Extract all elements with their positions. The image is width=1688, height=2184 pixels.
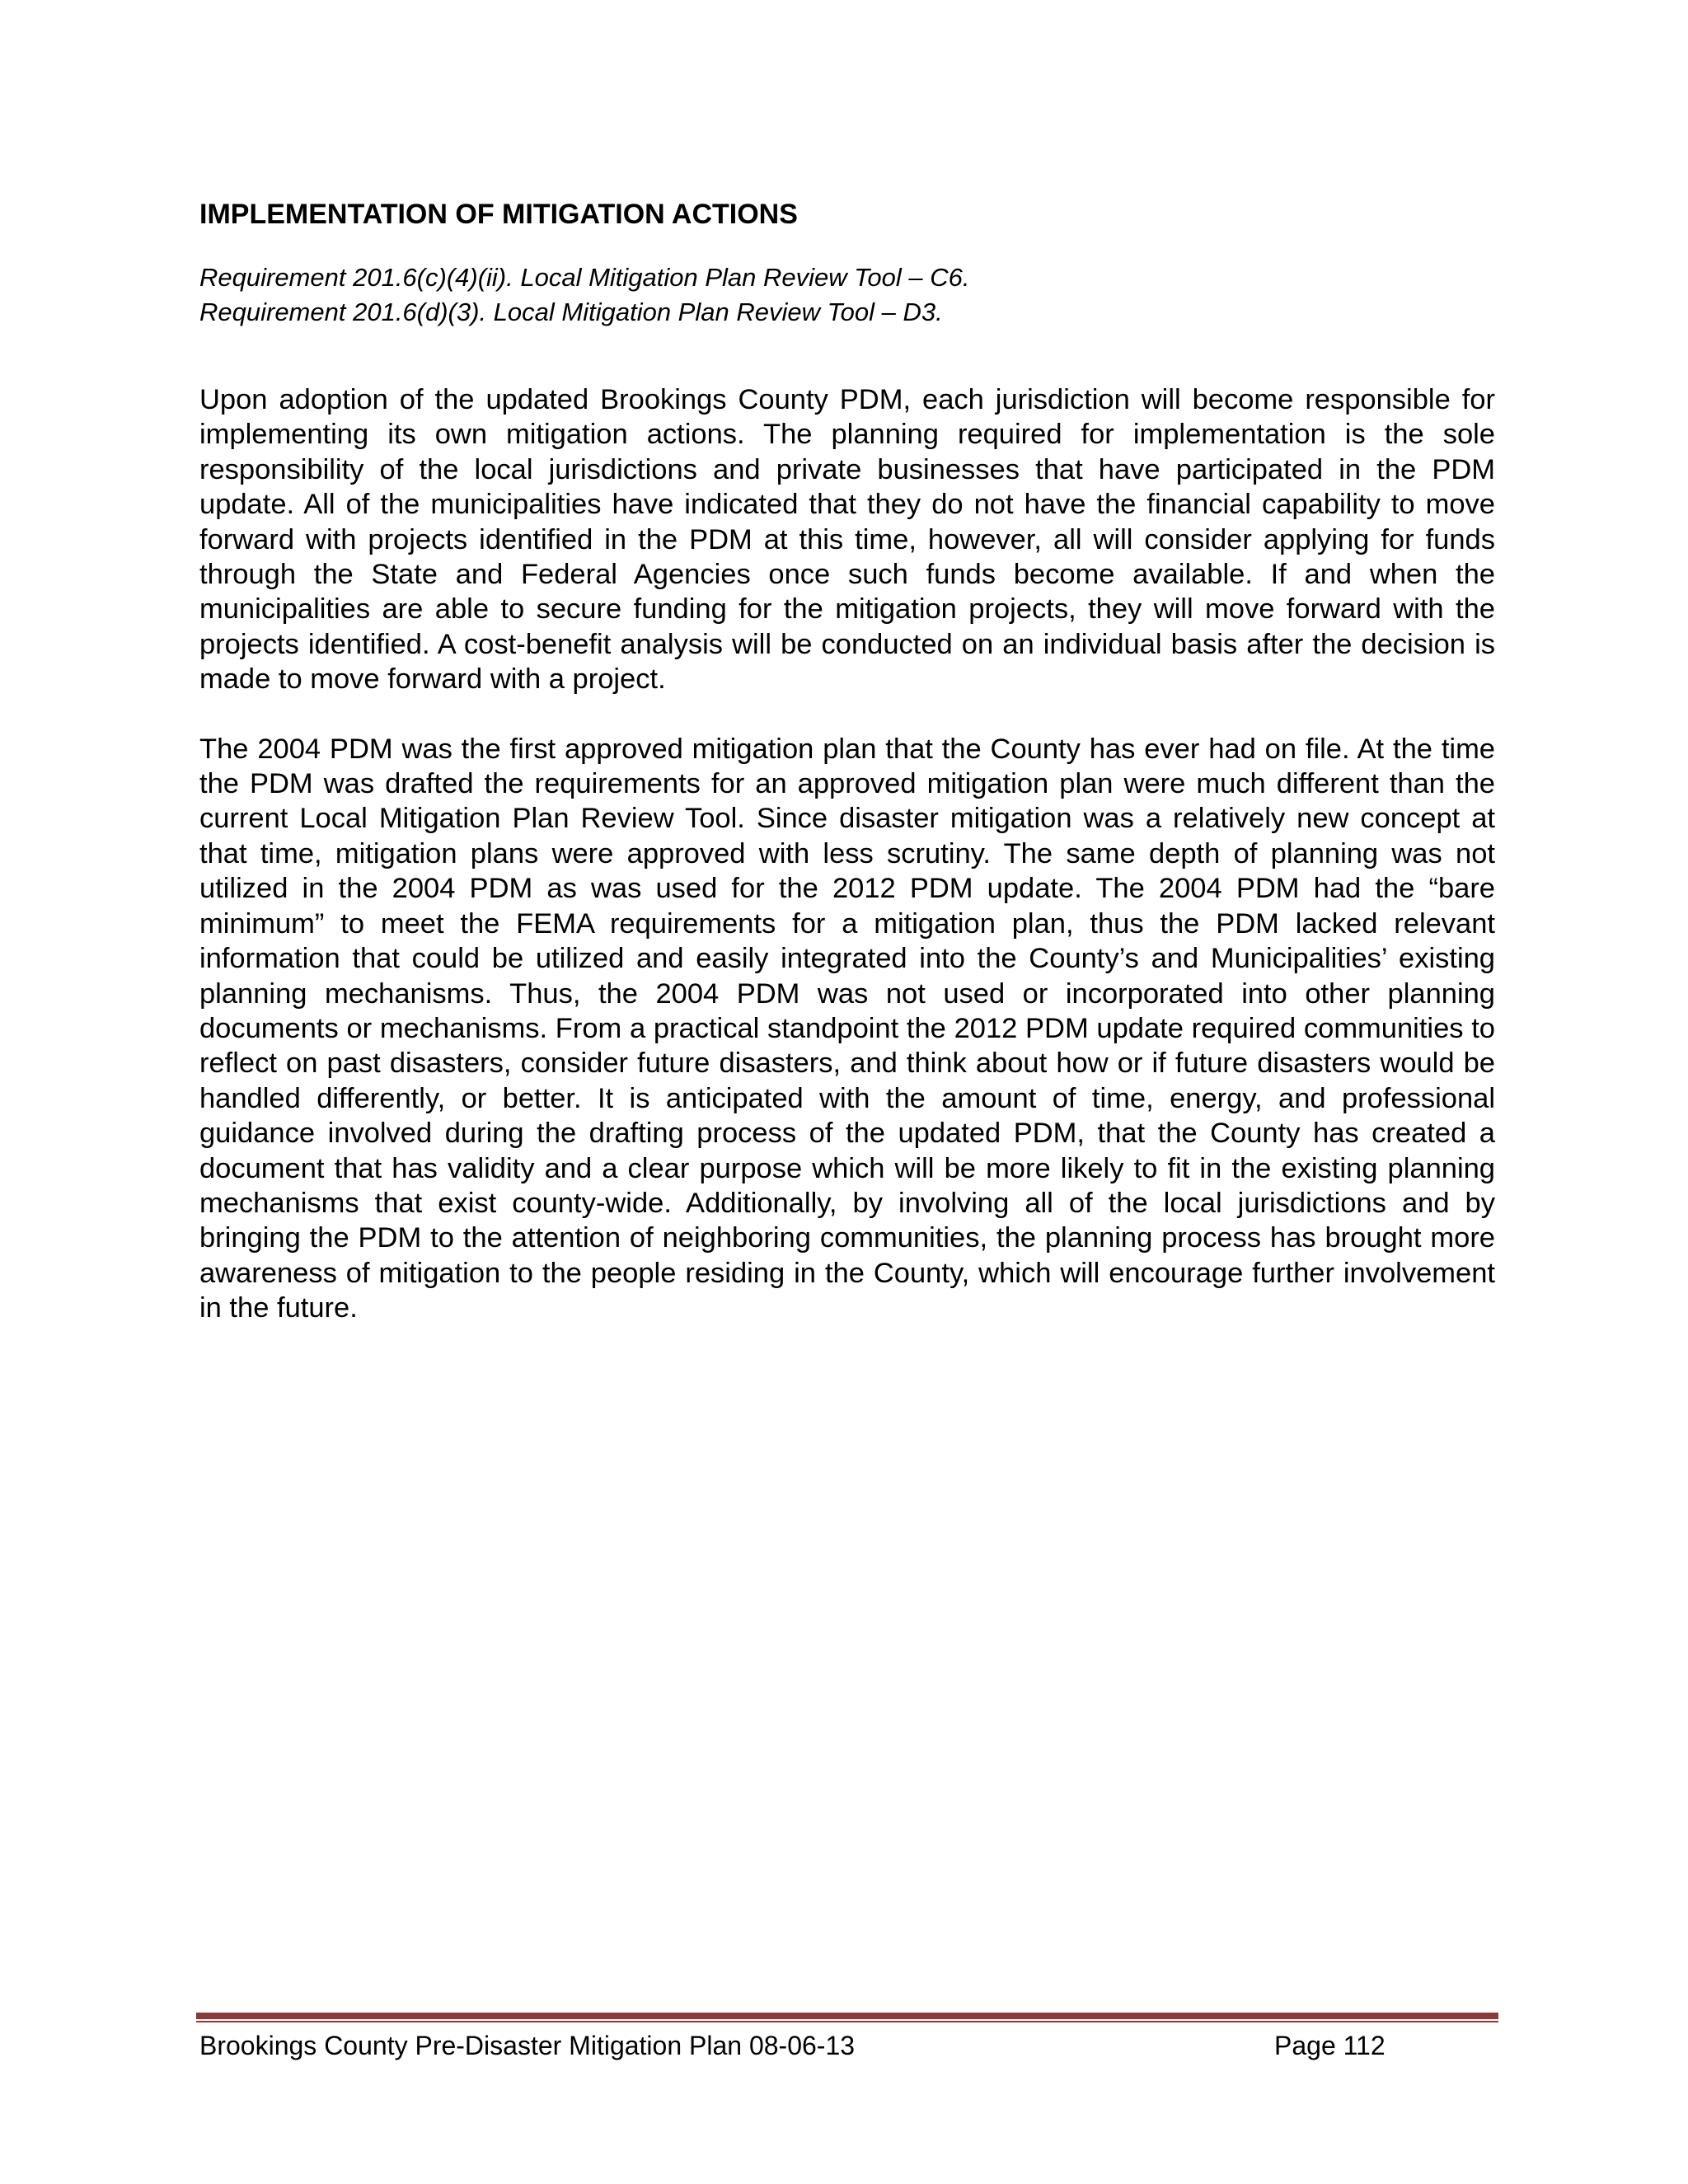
requirements-block — [199, 260, 1495, 330]
requirement-line: Requirement 201.6(c)(4)(ii). Local Mitigation Plan Review Tool – C6. — [199, 263, 970, 292]
footer-page-number: Page 112 — [1274, 2031, 1386, 2060]
footer-rule-thin — [196, 2021, 1498, 2022]
requirement-line: Requirement 201.6(d)(3). Local Mitigation Plan Review Tool – D3. — [199, 298, 943, 326]
footer-rule — [196, 2013, 1498, 2019]
footer-document-title: Brookings County Pre-Disaster Mitigation Plan 08-06-13 — [199, 2031, 856, 2060]
body-paragraph: The 2004 PDM was the first approved mitigation plan that the County has ever had on file. At the time the PDM was drafted the requirements for an approved mitigation plan were much different than the current Local Mitigation Plan Review Tool. Since disaster mitigation was a relatively new concept at that time, mitigation plans were approved with less scrutiny. The same depth of planning was not utilized in the 2004 PDM as was used for the 2012 PDM update. The 2004 PDM had the “bare minimum” to meet the FEMA requirements for a mitigation plan, thus the PDM lacked relevant information that could be utilized and easily integrated into the County’s and Municipalities’ existing planning mechanisms. Thus, the 2004 PDM was not used or incorporated into other planning documents or mechanisms. From a practical standpoint the 2012 PDM update required communities to reflect on past disasters, consider future disasters, and think about how or if future disasters would be handled differently, or better. It is anticipated with the amount of time, energy, and professional guidance involved during the drafting process of the updated PDM, that the County has created a document that has validity and a clear purpose which will be more likely to fit in the existing planning mechanisms that exist county-wide. Additionally, by involving all of the local jurisdictions and by bringing the PDM to the attention of neighboring communities, the planning process has brought more awareness of mitigation to the people residing in the County, which will encourage further involvement in the future. — [199, 733, 1495, 1324]
page-content — [199, 198, 1495, 1361]
section-heading: IMPLEMENTATION OF MITIGATION ACTIONS — [199, 199, 798, 230]
body-paragraph: Upon adoption of the updated Brookings County PDM, each jurisdiction will become responsible for implementing its own mitigation actions. The planning required for implementation is the sole responsibility of the local jurisdictions and private businesses that have participated in the PDM update. All of the municipalities have indicated that they do not have the financial capability to move forward with projects identified in the PDM at this time, however, all will consider applying for funds through the State and Federal Agencies once such funds become available. If and when the municipalities are able to secure funding for the mitigation projects, they will move forward with the projects identified. A cost-benefit analysis will be conducted on an individual basis after the decision is made to move forward with a project. — [199, 384, 1495, 696]
